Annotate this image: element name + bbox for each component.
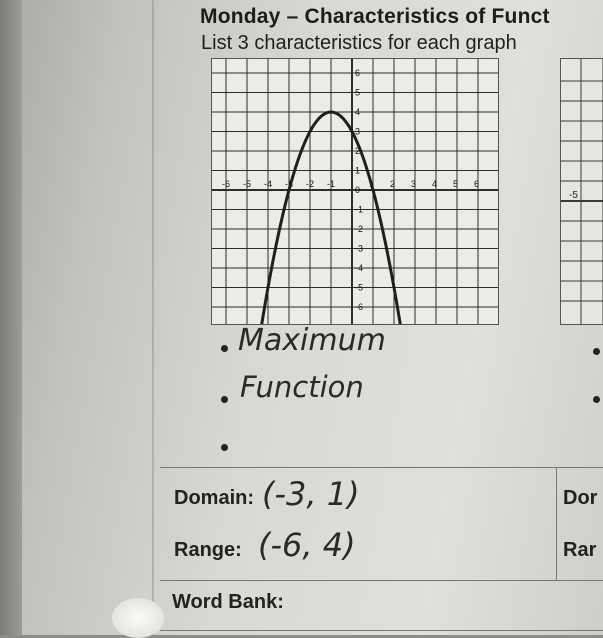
- y-tick-label: 4: [355, 107, 361, 117]
- x-tick-label: -3: [285, 179, 294, 189]
- right-bullet-2: [593, 396, 600, 403]
- coordinate-graph: [211, 58, 499, 325]
- bullet-3: [221, 444, 228, 451]
- answer-function: Function: [240, 370, 364, 404]
- y-tick-label: -5: [355, 282, 364, 293]
- x-tick-label: 5: [453, 179, 459, 189]
- second-graph-tick-label: -5: [569, 190, 578, 201]
- y-tick-label: 3: [355, 126, 361, 137]
- x-tick-label: 6: [474, 179, 480, 189]
- y-tick-label: 2: [355, 146, 361, 156]
- binder-edge: [0, 0, 22, 635]
- parabola-graph: [212, 59, 498, 324]
- domain-label: Domain:: [174, 487, 254, 509]
- y-tick-label: -6: [355, 302, 364, 312]
- x-tick-label: -4: [264, 179, 273, 189]
- y-tick-label: 1: [355, 165, 361, 176]
- light-glare: [112, 598, 164, 638]
- y-tick-label: 5: [355, 87, 361, 98]
- x-tick-label: -6: [222, 179, 231, 189]
- worksheet-instructions: List 3 characteristics for each graph: [201, 32, 517, 54]
- x-tick-label: 2: [390, 179, 396, 189]
- right-range-label: Rar: [563, 539, 597, 561]
- range-answer: (-6, 4): [258, 526, 356, 564]
- worksheet-title: Monday – Characteristics of Funct: [200, 5, 550, 28]
- column-divider: [556, 468, 557, 581]
- x-tick-label: 4: [432, 179, 438, 189]
- x-tick-label: 3: [411, 179, 417, 189]
- x-tick-label: -1: [327, 179, 336, 189]
- bullet-2: [221, 396, 228, 403]
- section-divider-bottom: [160, 580, 603, 581]
- x-tick-label: 1: [369, 179, 375, 189]
- range-label: Range:: [174, 539, 242, 561]
- bullet-1: [221, 345, 228, 352]
- y-tick-label: -3: [355, 243, 364, 254]
- x-tick-label: -2: [306, 179, 315, 189]
- y-tick-label: 0: [355, 185, 361, 195]
- y-tick-label: 6: [355, 68, 361, 78]
- domain-answer: (-3, 1): [262, 475, 360, 513]
- word-bank-line: [160, 630, 603, 631]
- page-divider: [152, 0, 154, 635]
- right-bullet-1: [593, 348, 600, 355]
- y-tick-label: -2: [355, 224, 364, 234]
- right-domain-label: Dor: [563, 487, 598, 509]
- answer-maximum: Maximum: [238, 323, 386, 358]
- section-divider-top: [160, 467, 603, 468]
- y-tick-label: -4: [355, 263, 364, 273]
- y-tick-label: -1: [355, 204, 364, 215]
- x-tick-label: -5: [243, 179, 252, 189]
- second-graph-grid: [561, 59, 603, 324]
- second-graph-partial: [560, 58, 603, 325]
- word-bank-label: Word Bank:: [172, 591, 284, 613]
